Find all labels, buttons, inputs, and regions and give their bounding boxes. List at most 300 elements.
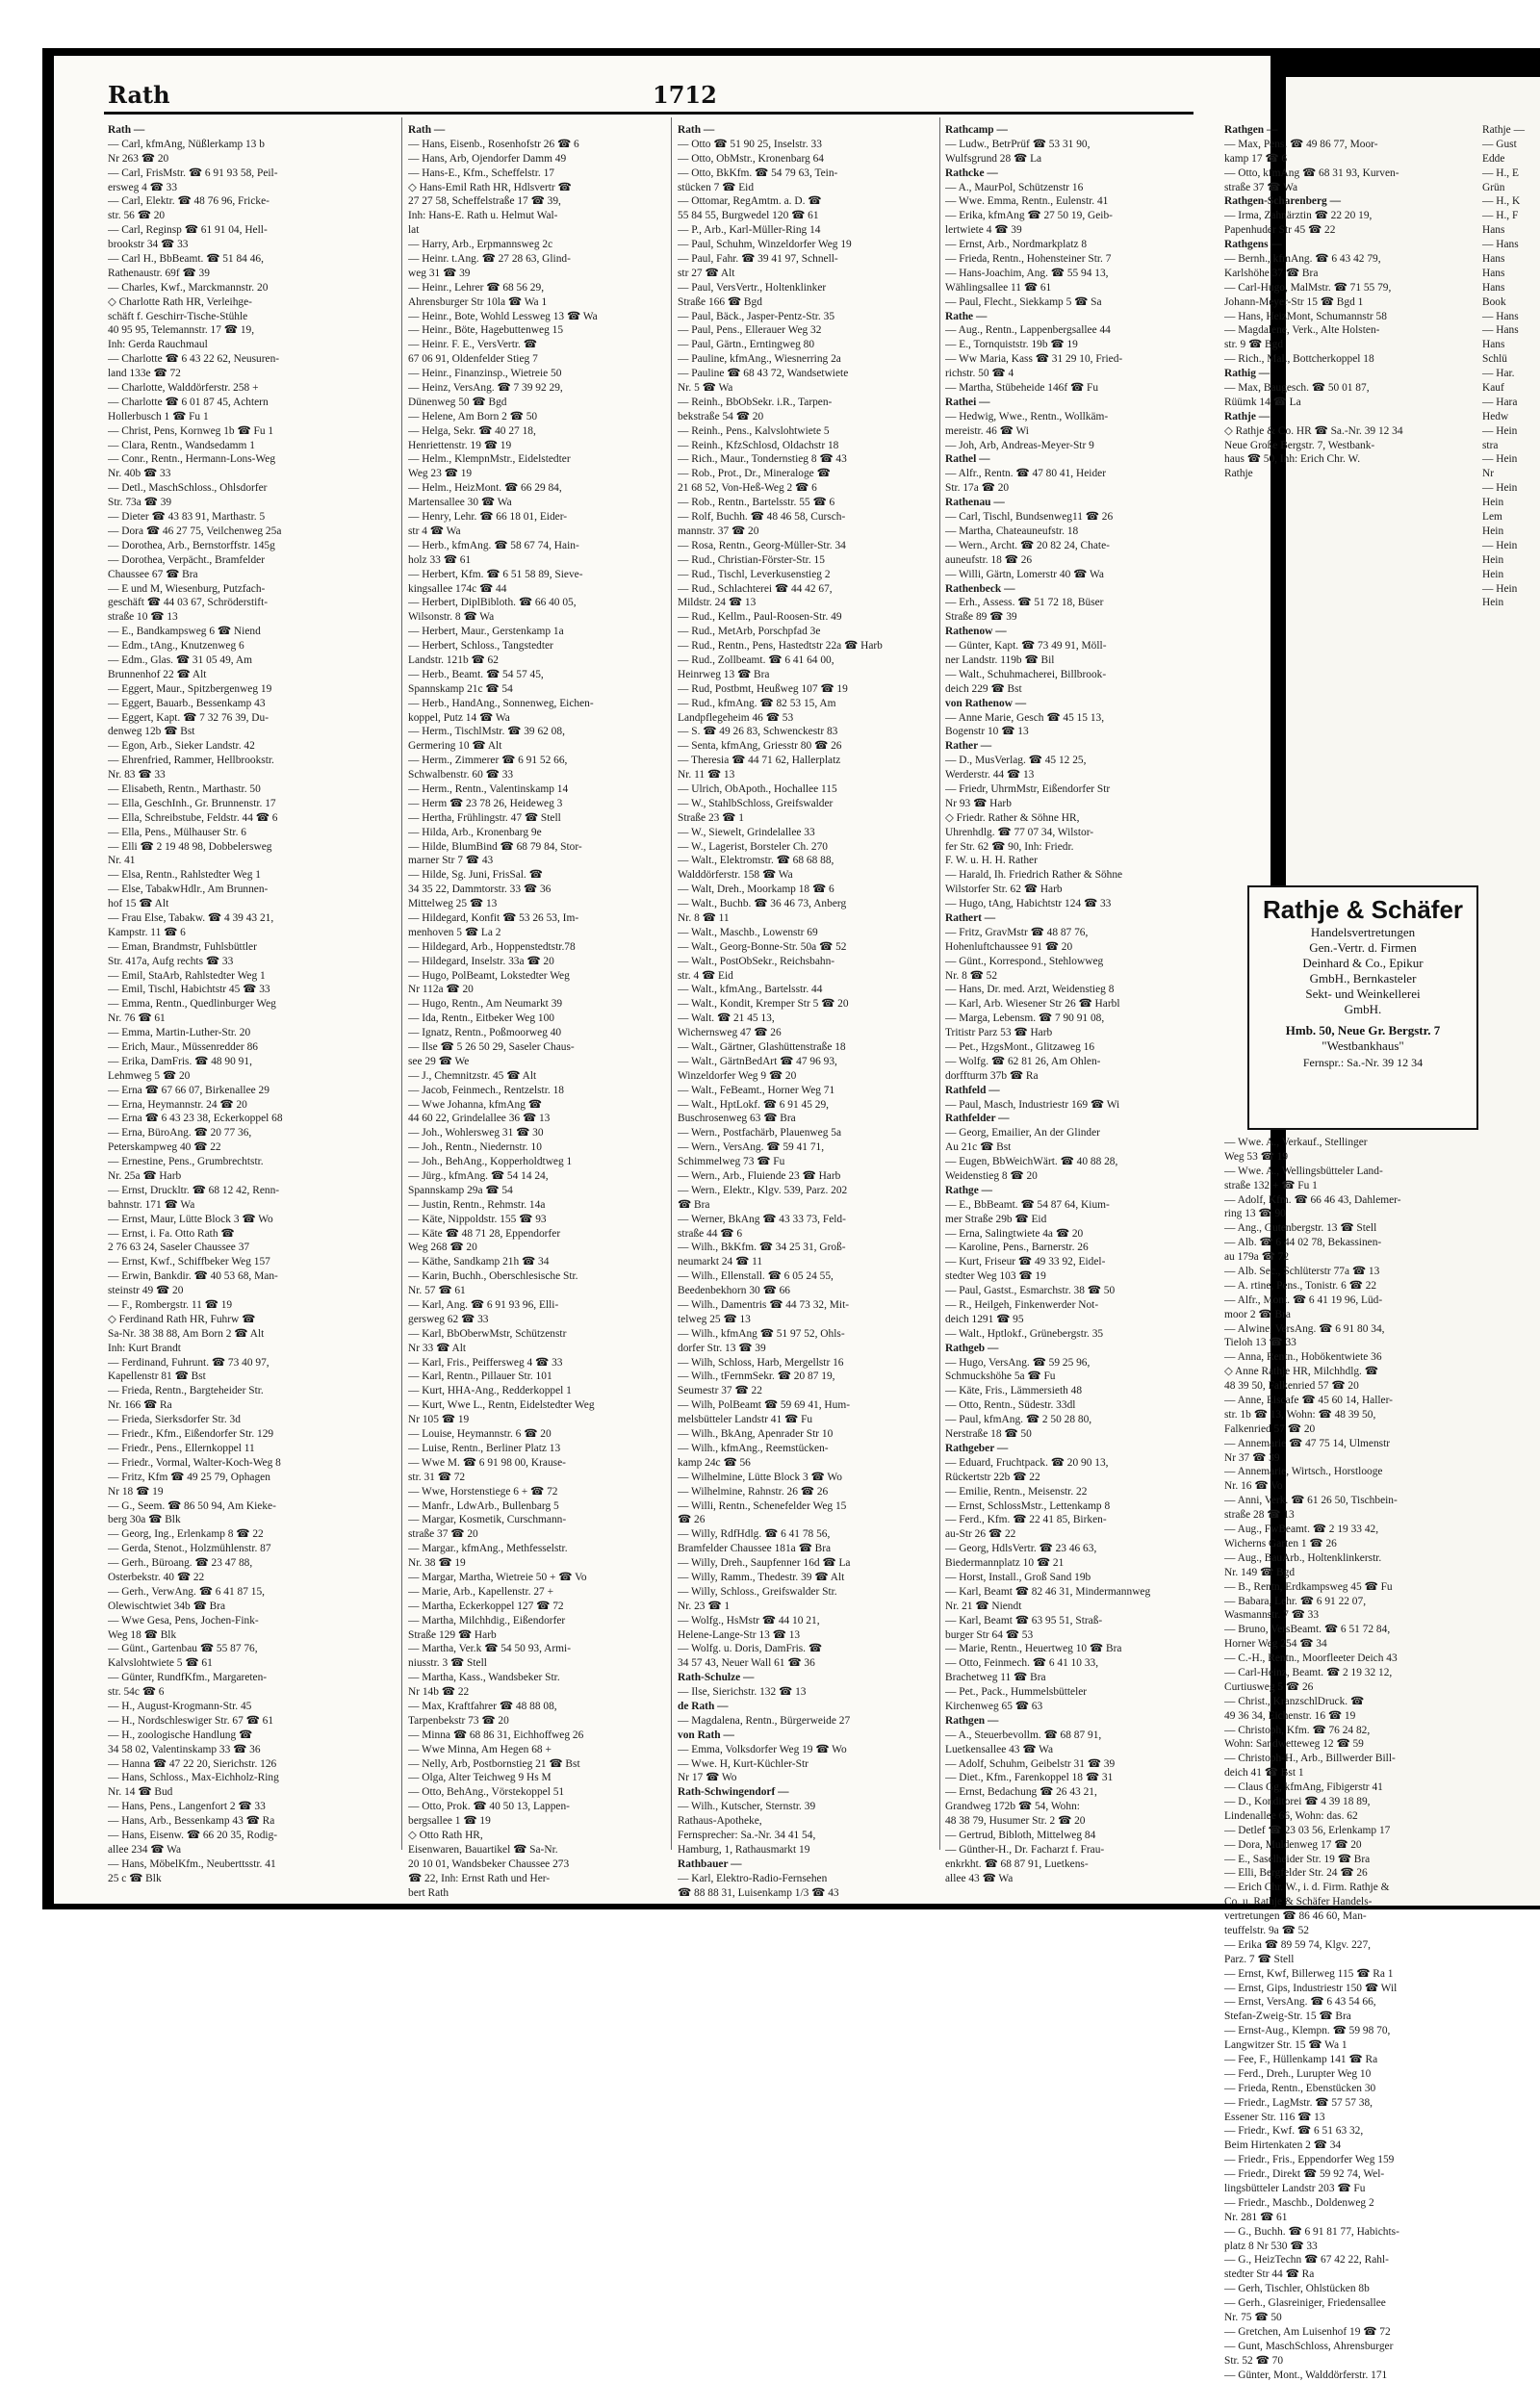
directory-entry-line: str. 4 ☎ Eid	[678, 969, 733, 982]
directory-entry-line: — R., Heilgeh, Finkenwerder Not-	[945, 1299, 1099, 1312]
page-number: 1712	[653, 81, 717, 109]
directory-entry-line: — Christ, Pens, Kornweg 1b ☎ Fu 1	[108, 424, 274, 437]
directory-entry-line: ◇ Ferdinand Rath HR, Fuhrw ☎	[108, 1313, 256, 1325]
directory-entry-line: — Friedr., Kwf. ☎ 6 51 63 32,	[1224, 2125, 1364, 2138]
directory-entry-line: — Ernst, Maur, Lütte Block 3 ☎ Wo	[108, 1213, 273, 1225]
directory-entry-line: — Adolf, Kfm. ☎ 66 46 43, Dahlemer-	[1224, 1193, 1401, 1206]
directory-entry-line: 25 c ☎ Blk	[108, 1872, 162, 1884]
directory-entry-line: Papenhuder Str 45 ☎ 22	[1224, 224, 1336, 237]
directory-entry-line: Rathig —	[1224, 368, 1270, 380]
directory-entry-line: — H., zoologische Handlung ☎	[108, 1729, 253, 1741]
directory-entry-line: — Walt., Elektromstr. ☎ 68 68 88,	[678, 855, 834, 867]
directory-entry-line: str 4 ☎ Wa	[408, 525, 461, 537]
directory-entry-line: — Max, Pens. ☎ 49 86 77, Moor-	[1224, 138, 1378, 150]
directory-entry-line: — Henry, Lehr. ☎ 66 18 01, Eider-	[408, 511, 568, 524]
directory-entry-line: Wilstorfer Str. 62 ☎ Harb	[945, 884, 1063, 896]
directory-entry-line: Sa-Nr. 38 38 88, Am Born 2 ☎ Alt	[108, 1327, 265, 1340]
directory-entry-line: — Ernst, Kwf, Billerweg 115 ☎ Ra 1	[1224, 1967, 1394, 1980]
directory-entry-line: — Dorothea, Arb., Bernstorffstr. 145g	[108, 539, 275, 551]
directory-entry-line: Rathje	[1224, 468, 1253, 480]
directory-entry-line: Rathgeb —	[945, 1342, 999, 1354]
directory-entry-line: str. 1b ☎ 13, Wohn: ☎ 48 39 50,	[1224, 1408, 1376, 1421]
ad-body	[1249, 925, 1476, 1017]
directory-entry-line: — Carl H., BbBeamt. ☎ 51 84 46,	[108, 253, 264, 266]
directory-entry-line: — Dieter ☎ 43 83 91, Marthastr. 5	[108, 511, 266, 524]
directory-entry-line: stra	[1482, 439, 1499, 451]
directory-entry-line: — Ferd., Dreh., Lurupter Weg 10	[1224, 2067, 1372, 2080]
directory-entry-line: — Dora ☎ 46 27 75, Veilchenweg 25a	[108, 525, 282, 537]
directory-entry-line: — Claus Gg, kfmAng, Fibigerstr 41	[1224, 1781, 1383, 1794]
directory-entry-line: — Hans, Arb, Ojendorfer Damm 49	[408, 152, 567, 165]
directory-entry-line: — Herbert, Schloss., Tangstedter	[408, 640, 553, 653]
directory-entry-line: — Pauline, kfmAng., Wiesnerring 2a	[678, 353, 841, 366]
directory-entry-line: — Otto, Rentn., Südestr. 33dl	[945, 1399, 1076, 1412]
directory-entry-line: — Hans, Dr. med. Arzt, Weidenstieg 8	[945, 984, 1115, 996]
directory-entry-line: Rückertstr 22b ☎ 22	[945, 1471, 1040, 1483]
directory-entry-line: — Pauline ☎ 68 43 72, Wandsetwiete	[678, 368, 849, 380]
ad-title: Rathje & Schäfer	[1262, 895, 1464, 924]
directory-entry-line: — Eggert, Bauarb., Bessenkamp 43	[108, 697, 266, 709]
directory-entry-line: Rathenaustr. 69f ☎ 39	[108, 267, 210, 279]
directory-entry-line: Nr 18 ☎ 19	[108, 1485, 164, 1498]
directory-entry-line: Weidenstieg 8 ☎ 20	[945, 1170, 1038, 1183]
directory-entry-line: stedter Str 44 ☎ Ra	[1224, 2268, 1315, 2281]
directory-entry-line: Rathenow —	[945, 626, 1007, 638]
directory-entry-line: — Willi, Gärtn, Lomerstr 40 ☎ Wa	[945, 568, 1104, 580]
directory-entry-line: — Anni, Verk. ☎ 61 26 50, Tischbein-	[1224, 1495, 1398, 1507]
directory-entry-line: — Frieda, Rentn., Bargteheider Str.	[108, 1385, 264, 1397]
directory-entry-line: — Karl, Elektro-Radio-Fernsehen	[678, 1872, 828, 1884]
directory-entry-line: — Gerda, Stenot., Holzmühlenstr. 87	[108, 1543, 271, 1555]
directory-entry-line: — Paul, Fahr. ☎ 39 41 97, Schnell-	[678, 253, 838, 266]
directory-entry-line: Rathel —	[945, 453, 990, 466]
directory-entry-line: — Heinr. t.Ang. ☎ 27 28 63, Glind-	[408, 253, 571, 266]
directory-entry-line: Tarpenbekstr 73 ☎ 20	[408, 1714, 509, 1727]
directory-entry-line: — Rich., Mal., Bottcherkoppel 18	[1224, 353, 1374, 366]
directory-entry-line: stücken 7 ☎ Eid	[678, 181, 755, 193]
ad-line: Sekt- und Weinkellerei	[1305, 986, 1421, 1001]
directory-entry-line: str. 54c ☎ 6	[108, 1686, 165, 1699]
directory-entry-line: — Erh., Assess. ☎ 51 72 18, Büser	[945, 597, 1104, 609]
directory-entry-line: Hans	[1482, 281, 1505, 294]
directory-entry-line: Str. 73a ☎ 39	[108, 497, 172, 509]
ad-line: Deinhard & Co., Epikur	[1302, 956, 1424, 970]
directory-entry-line: — Jürg., kfmAng. ☎ 54 14 24,	[408, 1170, 549, 1183]
directory-entry-line: Hein	[1482, 525, 1504, 537]
directory-entry-line: kingsallee 174c ☎ 44	[408, 582, 507, 595]
directory-entry-line: — Wern., VersAng. ☎ 59 41 71,	[678, 1141, 825, 1154]
directory-entry-line: Rath —	[408, 124, 446, 136]
directory-entry-line: — Herb., HandAng., Sonnenweg, Eichen-	[408, 697, 594, 709]
directory-entry-line: 55 84 55, Burgwedel 120 ☎ 61	[678, 210, 819, 222]
directory-entry-line: lingsbütteler Landstr 203 ☎ Fu	[1224, 2183, 1366, 2195]
directory-entry-line: — Ulrich, ObApoth., Hochallee 115	[678, 782, 837, 795]
directory-entry-line: — Fritz, Kfm ☎ 49 25 79, Ophagen	[108, 1471, 270, 1483]
directory-entry-line: — Charlotte ☎ 6 01 87 45, Achtern	[108, 396, 269, 408]
directory-entry-line: Weg 23 ☎ 19	[408, 468, 473, 480]
directory-entry-line: — Herm., Zimmerer ☎ 6 91 52 66,	[408, 755, 568, 767]
directory-entry-line: — Wilh., Ellenstall. ☎ 6 05 24 55,	[678, 1270, 834, 1283]
directory-entry-line: geschäft ☎ 44 03 67, Schröderstift-	[108, 597, 269, 609]
directory-entry-line: — Ww Maria, Kass ☎ 31 29 10, Fried-	[945, 353, 1123, 366]
directory-entry-line: Nr 105 ☎ 19	[408, 1414, 470, 1426]
directory-entry-line: au 179a ☎ 72	[1224, 1251, 1290, 1264]
directory-entry-line: straße 28 ☎ 13	[1224, 1509, 1295, 1522]
directory-entry-line: Hedw	[1482, 410, 1509, 423]
directory-entry-line: Hans	[1482, 339, 1505, 351]
directory-entry-line: — Elli, Bergfelder Str. 24 ☎ 26	[1224, 1867, 1368, 1880]
directory-entry-line: Wohn: Sandwetteweg 12 ☎ 59	[1224, 1738, 1364, 1751]
directory-entry-line: steinstr 49 ☎ 20	[108, 1285, 184, 1297]
directory-entry-line: — S. ☎ 49 26 83, Schwenckestr 83	[678, 726, 838, 738]
directory-entry-line: Nr 263 ☎ 20	[108, 152, 169, 165]
directory-entry-line: — Detl., MaschSchloss., Ohlsdorfer	[108, 482, 268, 495]
directory-entry-line: 34 35 22, Dammtorstr. 33 ☎ 36	[408, 884, 552, 896]
directory-entry-line: Nr 93 ☎ Harb	[945, 797, 1012, 809]
directory-entry-line: — Anna, Rentn., Hobökentwiete 36	[1224, 1351, 1382, 1364]
directory-entry-line: — Max, Baugesch. ☎ 50 01 87,	[1224, 382, 1370, 395]
directory-entry-line: — Clara, Rentn., Wandsedamm 1	[108, 439, 255, 451]
directory-entry-line: Schimmelweg 73 ☎ Fu	[678, 1156, 785, 1168]
directory-entry-line: — Edm., Glas. ☎ 31 05 49, Am	[108, 653, 252, 666]
directory-entry-line: Wilsonstr. 8 ☎ Wa	[408, 611, 495, 624]
directory-entry-line: Hans	[1482, 253, 1505, 266]
directory-entry-line: — Georg, HdlsVertr. ☎ 23 46 63,	[945, 1543, 1097, 1555]
directory-entry-line: — Herb., kfmAng. ☎ 58 67 74, Hain-	[408, 539, 579, 551]
directory-entry-line: Beim Hirtenkaten 2 ☎ 34	[1224, 2139, 1342, 2152]
directory-entry-line: — Heinr., Lehrer ☎ 68 56 29,	[408, 281, 545, 294]
directory-entry-line: Hans	[1482, 267, 1505, 279]
right-column-top	[1224, 123, 1478, 481]
directory-entry-line: allee 234 ☎ Wa	[108, 1843, 182, 1856]
directory-entry-line: — Alfr., Mont. ☎ 6 41 19 96, Lüd-	[1224, 1293, 1383, 1306]
directory-entry-line: — Hans	[1482, 310, 1519, 322]
directory-entry-line: — Wolfg. u. Doris, DamFris. ☎	[678, 1643, 823, 1655]
directory-entry-line: — Jacob, Feinmech., Rentzelstr. 18	[408, 1084, 564, 1096]
directory-entry-line: Hein	[1482, 553, 1504, 566]
directory-entry-line: — Wilh, Schloss, Harb, Mergellstr 16	[678, 1356, 844, 1369]
directory-entry-line: — Martha, Milchhdig., Eißendorfer	[408, 1614, 566, 1626]
directory-entry-line: — Hans, Schloss., Max-Eichholz-Ring	[108, 1772, 279, 1784]
directory-entry-line: bekstraße 54 ☎ 20	[678, 410, 764, 423]
directory-entry-line: ☎ 88 88 31, Luisenkamp 1/3 ☎ 43	[678, 1886, 839, 1899]
directory-entry-line: hof 15 ☎ Alt	[108, 898, 169, 910]
directory-entry-line: — Otto, kfmAng ☎ 68 31 93, Kurven-	[1224, 166, 1399, 179]
directory-entry-line: Kampstr. 11 ☎ 6	[108, 926, 186, 938]
directory-entry-line: — Herm ☎ 23 78 26, Heideweg 3	[408, 797, 563, 809]
directory-entry-line: — Hans, Pens., Langenfort 2 ☎ 33	[108, 1801, 266, 1813]
directory-entry-line: Rathenbeck —	[945, 582, 1015, 595]
directory-entry-line: Hein	[1482, 568, 1504, 580]
directory-entry-line: Essener Str. 116 ☎ 13	[1224, 2111, 1325, 2123]
directory-entry-line: — Ilse, Sierichstr. 132 ☎ 13	[678, 1686, 807, 1699]
directory-entry-line: berg 30a ☎ Blk	[108, 1514, 181, 1526]
directory-entry-line: — Minna ☎ 68 86 31, Eichhoffweg 26	[408, 1729, 584, 1741]
directory-entry-line: — Otto, Feinmech. ☎ 6 41 10 33,	[945, 1657, 1099, 1670]
directory-entry-line: — Reinh., KfzSchlosd, Oldachstr 18	[678, 439, 839, 451]
directory-entry-line: — Otto ☎ 51 90 25, Inselstr. 33	[678, 138, 822, 150]
directory-entry-line: Rüümk 14 ☎ La	[1224, 396, 1301, 408]
directory-entry-line: Rathgen-Scharenberg —	[1224, 195, 1341, 208]
directory-entry-line: — Justin, Rentn., Rehmstr. 14a	[408, 1198, 546, 1211]
directory-entry-line: — Karoline, Pens., Barnerstr. 26	[945, 1242, 1089, 1254]
directory-entry-line: Wulfsgrund 28 ☎ La	[945, 152, 1042, 165]
directory-entry-line: denweg 12b ☎ Bst	[108, 726, 195, 738]
directory-entry-line: Tieloh 13 ☎ 33	[1224, 1337, 1296, 1349]
directory-entry-line: — Horst, Install., Groß Sand 19b	[945, 1571, 1091, 1583]
directory-entry-line: Nr. 38 ☎ 19	[408, 1557, 466, 1570]
directory-entry-line: — Hedwig, Wwe., Rentn., Wollkäm-	[945, 410, 1109, 423]
directory-entry-line: — Irma, Zahnärztin ☎ 22 20 19,	[1224, 210, 1373, 222]
directory-entry-line: Rathbauer —	[678, 1857, 742, 1870]
directory-entry-line: — Erwin, Bankdir. ☎ 40 53 68, Man-	[108, 1270, 278, 1283]
directory-entry-line: Chaussee 67 ☎ Bra	[108, 568, 198, 580]
directory-entry-line: — Wern., Arb., Fluiende 23 ☎ Harb	[678, 1170, 841, 1183]
directory-entry-line: kamp 17 ☎ 6	[1224, 152, 1288, 165]
directory-entry-line: — Aug., FwBeamt. ☎ 2 19 33 42,	[1224, 1524, 1379, 1536]
directory-entry-line: — Otto, ObMstr., Kronenbarg 64	[678, 152, 824, 165]
directory-entry-line: — Günt., Korrespond., Stehlowweg	[945, 955, 1104, 967]
directory-entry-line: — Harald, Ih. Friedrich Rather & Söhne	[945, 869, 1123, 882]
directory-entry-line: Landpflegeheim 46 ☎ 53	[678, 711, 794, 724]
header-rule	[104, 112, 1194, 115]
directory-entry-line: — Marie, Rentn., Heuertweg 10 ☎ Bra	[945, 1643, 1122, 1655]
directory-entry-line: — Bernh., kfmAng. ☎ 6 43 42 79,	[1224, 253, 1381, 266]
directory-entry-line: — B., Rentn, Erdkampsweg 45 ☎ Fu	[1224, 1580, 1393, 1593]
directory-entry-line: — Ernestine, Pens., Grumbrechtstr.	[108, 1156, 264, 1168]
directory-entry-line: — Martha, Eckerkoppel 127 ☎ 72	[408, 1600, 564, 1612]
directory-entry-line: — Ernst, Bedachung ☎ 26 43 21,	[945, 1786, 1097, 1799]
directory-entry-line: Nr. 57 ☎ 61	[408, 1285, 466, 1297]
directory-entry-line: Rath-Schulze —	[678, 1672, 755, 1684]
directory-entry-line: — Friedr., Direkt ☎ 59 92 74, Wel-	[1224, 2168, 1385, 2181]
directory-entry-line: — Paul, Gastst., Esmarchstr. 38 ☎ 50	[945, 1285, 1116, 1297]
directory-entry-line: — Christoph-H., Arb., Billwerder Bill-	[1224, 1753, 1396, 1765]
directory-entry-line: ersweg 4 ☎ 33	[108, 181, 178, 193]
directory-entry-line: Eisenwaren, Bauartikel ☎ Sa-Nr.	[408, 1843, 558, 1856]
directory-entry-line: — A., MaurPol, Schützenstr 16	[945, 181, 1084, 193]
ad-phone: Fernspr.: Sa.-Nr. 39 12 34	[1302, 1056, 1424, 1069]
directory-entry-line: — Ernst, SchlossMstr., Lettenkamp 8	[945, 1499, 1111, 1512]
directory-entry-line: — Wwe Johanna, kfmAng ☎	[408, 1098, 542, 1111]
directory-entry-line: Osterbekstr. 40 ☎ 22	[108, 1571, 205, 1583]
directory-entry-line: — Senta, kfmAng, Griesstr 80 ☎ 26	[678, 740, 842, 753]
directory-entry-line: Bramfelder Chaussee 181a ☎ Bra	[678, 1543, 832, 1555]
directory-entry-line: — Anne, Eiscafe ☎ 45 60 14, Haller-	[1224, 1395, 1393, 1407]
directory-entry-line: — Emma, Martin-Luther-Str. 20	[108, 1027, 251, 1039]
directory-entry-line: — Martha, Chateauneufstr. 18	[945, 525, 1079, 537]
directory-entry-line: Stefan-Zweig-Str. 15 ☎ Bra	[1224, 2011, 1351, 2023]
directory-entry-line: Schwalbenstr. 60 ☎ 33	[408, 769, 514, 781]
directory-entry-line: Nr. 23 ☎ 1	[678, 1600, 731, 1612]
directory-entry-line: — H., E	[1482, 166, 1519, 179]
directory-entry-line: Winzeldorfer Weg 9 ☎ 20	[678, 1069, 797, 1082]
directory-entry-line: — Eugen, BbWeichWärt. ☎ 40 88 28,	[945, 1156, 1118, 1168]
running-header: Rath	[108, 81, 170, 109]
directory-entry-line: Nr	[1482, 468, 1495, 480]
directory-entry-line: — Ella, Pens., Mülhauser Str. 6	[108, 826, 246, 838]
directory-entry-line: — Elsa, Rentn., Rahlstedter Weg 1	[108, 869, 261, 882]
directory-entry-line: Str. 52 ☎ 70	[1224, 2354, 1284, 2367]
directory-entry-line: — Willy, Schloss., Greifswalder Str.	[678, 1585, 837, 1598]
directory-entry-line: ◇ Charlotte Rath HR, Verleihge-	[108, 295, 252, 308]
directory-entry-line: — Joh., Wohlersweg 31 ☎ 30	[408, 1127, 544, 1140]
directory-entry-line: — Carl, Tischl, Bundsenweg11 ☎ 26	[945, 511, 1114, 524]
directory-entry-line: — Hara	[1482, 396, 1518, 408]
directory-entry-line: — Walt., Schuhmacherei, Billbrook-	[945, 668, 1107, 680]
directory-entry-line: Mittelweg 25 ☎ 13	[408, 898, 498, 910]
directory-entry-line: Walddörferstr. 158 ☎ Wa	[678, 869, 793, 882]
directory-entry-line: Werderstr. 44 ☎ 13	[945, 769, 1035, 781]
directory-entry-line: straße 44 ☎ 6	[678, 1227, 743, 1240]
directory-entry-line: — Ludw., BetrPrüf ☎ 53 31 90,	[945, 138, 1091, 150]
directory-entry-line: Heinrweg 13 ☎ Bra	[678, 668, 770, 680]
directory-entry-line: platz 8 Nr 530 ☎ 33	[1224, 2240, 1318, 2252]
directory-entry-line: — Marga, Lebensm. ☎ 7 90 91 08,	[945, 1012, 1105, 1025]
directory-entry-line: Au 21c ☎ Bst	[945, 1141, 1012, 1154]
directory-entry-line: str. 9 ☎ Bgd	[1224, 339, 1284, 351]
directory-entry-line: — Eggert, Kapt. ☎ 7 32 76 39, Du-	[108, 711, 269, 724]
directory-entry-line: Nr. 76 ☎ 61	[108, 1012, 166, 1025]
ad-address: Hmb. 50, Neue Gr. Bergstr. 7	[1285, 1023, 1441, 1037]
directory-entry-line: 34 57 43, Neuer Wall 61 ☎ 36	[678, 1657, 815, 1670]
directory-entry-line: — Willi, Rentn., Schenefelder Weg 15	[678, 1499, 847, 1512]
directory-entry-line: — Detlef ☎ 23 03 56, Erlenkamp 17	[1224, 1824, 1391, 1836]
advertisement-box	[1247, 885, 1478, 1130]
directory-entry-line: Uhrenhdlg. ☎ 77 07 34, Wilstor-	[945, 826, 1094, 838]
directory-entry-line: — Joh, Arb, Andreas-Meyer-Str 9	[945, 439, 1094, 451]
directory-entry-line: — Friedr., Maschb., Doldenweg 2	[1224, 2196, 1374, 2209]
directory-entry-line: — G., Buchh. ☎ 6 91 81 77, Habichts-	[1224, 2225, 1399, 2238]
directory-entry-line: straße 10 ☎ 13	[108, 611, 178, 624]
directory-entry-line: auneufstr. 18 ☎ 26	[945, 553, 1033, 566]
directory-entry-line: Weg 268 ☎ 20	[408, 1242, 477, 1254]
directory-entry-line: ◇ Otto Rath HR,	[408, 1829, 483, 1841]
directory-entry-line: — Max, Kraftfahrer ☎ 48 88 08,	[408, 1700, 557, 1712]
directory-entry-line: — Karl, Beamt ☎ 82 46 31, Mindermannweg	[945, 1585, 1151, 1598]
directory-entry-line: — Hildegard, Konfit ☎ 53 26 53, Im-	[408, 911, 579, 924]
directory-entry-line: Spannskamp 21c ☎ 54	[408, 682, 513, 695]
directory-entry-line: Rathgens —	[1224, 239, 1282, 251]
directory-entry-line: gersweg 62 ☎ 33	[408, 1313, 489, 1325]
directory-entry-line: — E., BbBeamt. ☎ 54 87 64, Kium-	[945, 1198, 1110, 1211]
directory-entry-line: — H., F	[1482, 210, 1519, 222]
directory-entry-line: — Gerh., VerwAng. ☎ 6 41 87 15,	[108, 1585, 265, 1598]
directory-entry-line: — Walt., Hptlokf., Grünebergstr. 35	[945, 1327, 1104, 1340]
directory-entry-line: — Joh., BehAng., Kopperholdtweg 1	[408, 1156, 573, 1168]
directory-entry-line: — Hilde, Sg. Juni, FrisSal. ☎	[408, 869, 543, 882]
directory-entry-line: Peterskampweg 40 ☎ 22	[108, 1141, 221, 1154]
directory-entry-line: — Paul, VersVertr., Holtenklinker	[678, 281, 827, 294]
directory-entry-line: — Ignatz, Rentn., Poßmoorweg 40	[408, 1027, 562, 1039]
directory-entry-line: — Ernst, VersAng. ☎ 6 43 54 66,	[1224, 1996, 1376, 2009]
column-divider	[671, 117, 672, 1850]
directory-entry-line: — Käte ☎ 48 71 28, Eppendorfer	[408, 1227, 561, 1240]
directory-entry-line: Rather —	[945, 740, 992, 753]
directory-entry-line: — Gunt, MaschSchloss, Ahrensburger	[1224, 2340, 1394, 2352]
directory-entry-line: 67 06 91, Oldenfelder Stieg 7	[408, 353, 538, 366]
directory-entry-line: — Heinr. F. E., VersVertr. ☎	[408, 339, 537, 351]
directory-entry-line: — Margar., kfmAng., Methfesselstr.	[408, 1543, 568, 1555]
directory-entry-line: Straße 129 ☎ Harb	[408, 1628, 497, 1641]
directory-entry-line: — Hein	[1482, 582, 1518, 595]
directory-entry-line: telweg 25 ☎ 13	[678, 1313, 751, 1325]
directory-entry-line: — Fritz, GravMstr ☎ 48 87 76,	[945, 926, 1089, 938]
directory-entry-line: — Herm., TischlMstr. ☎ 39 62 08,	[408, 726, 565, 738]
directory-entry-line: — Frau Else, Tabakw. ☎ 4 39 43 21,	[108, 911, 274, 924]
directory-entry-line: — Ilse ☎ 5 26 50 29, Saseler Chaus-	[408, 1041, 575, 1053]
directory-entry-line: — Ehrenfried, Rammer, Hellbrookstr.	[108, 755, 274, 767]
directory-entry-line: — Ernst, Gips, Industriestr 150 ☎ Wil	[1224, 1982, 1398, 1994]
directory-entry-line: Nr 14b ☎ 22	[408, 1686, 470, 1699]
directory-entry-line: — Herbert, Maur., Gerstenkamp 1a	[408, 626, 564, 638]
directory-entry-line: — Reinh., BbObSekr. i.R., Tarpen-	[678, 396, 833, 408]
directory-entry-line: Rathert —	[945, 911, 996, 924]
directory-entry-line: str. 56 ☎ 20	[108, 210, 166, 222]
directory-entry-line: — Gerh, Tischler, Ohlstücken 8b	[1224, 2283, 1370, 2295]
directory-entry-line: — Ida, Rentn., Eitbeker Weg 100	[408, 1012, 554, 1025]
directory-entry-line: — Dora, Muldenweg 17 ☎ 20	[1224, 1838, 1362, 1851]
directory-entry-line: — Ernst-Aug., Klempn. ☎ 59 98 70,	[1224, 2025, 1391, 2037]
directory-entry-line: Landstr. 121b ☎ 62	[408, 653, 499, 666]
directory-entry-line: — Heinr., Finanzinsp., Wietreie 50	[408, 368, 562, 380]
directory-entry-line: — Manfr., LdwArb., Bullenbarg 5	[408, 1499, 559, 1512]
directory-entry-line: Kirchenweg 65 ☎ 63	[945, 1700, 1043, 1712]
directory-entry-line: allee 43 ☎ Wa	[945, 1872, 1014, 1884]
directory-entry-line: — Helm., KlempnMstr., Eidelstedter	[408, 453, 571, 466]
directory-entry-line: Falkenried 57 ☎ 20	[1224, 1422, 1316, 1435]
directory-entry-line: — Heinr., Bote, Wohld Lessweg 13 ☎ Wa	[408, 310, 598, 322]
directory-entry-line: — Hans, Arb., Bessenkamp 43 ☎ Ra	[108, 1815, 275, 1828]
directory-entry-line: niusstr. 3 ☎ Stell	[408, 1657, 487, 1670]
directory-entry-line: — Eman, Brandmstr, Fuhlsbüttler	[108, 940, 257, 953]
directory-entry-line: — Theresia ☎ 44 71 62, Hallerplatz	[678, 755, 841, 767]
directory-entry-line: — Wwe Gesa, Pens, Jochen-Fink-	[108, 1614, 259, 1626]
directory-entry-line: Wasmannstr. 7 ☎ 33	[1224, 1609, 1320, 1622]
directory-entry-line: — D., Konditorei ☎ 4 39 18 89,	[1224, 1795, 1371, 1807]
directory-entry-line: — H., August-Krogmann-Str. 45	[108, 1700, 252, 1712]
directory-entry-line: — Paul, Bäck., Jasper-Pentz-Str. 35	[678, 310, 835, 322]
directory-entry-line: — Gretchen, Am Luisenhof 19 ☎ 72	[1224, 2325, 1391, 2338]
directory-entry-line: Rathcke —	[945, 166, 998, 179]
directory-entry-line: mereistr. 46 ☎ Wi	[945, 424, 1029, 437]
directory-entry-line: — Olga, Alter Teichweg 9 Hs M	[408, 1772, 552, 1784]
directory-entry-line: dorffturm 37b ☎ Ra	[945, 1069, 1039, 1082]
directory-entry-line: — Egon, Arb., Sieker Landstr. 42	[108, 740, 255, 753]
directory-entry-line: — Wilh., kfmAng., Reemstücken-	[678, 1442, 829, 1454]
directory-entry-line: Lindenallee 66, Wohn: das. 62	[1224, 1809, 1358, 1822]
directory-entry-line: — Georg, Ing., Erlenkamp 8 ☎ 22	[108, 1528, 264, 1541]
directory-entry-line: Seumestr 37 ☎ 22	[678, 1385, 762, 1397]
directory-entry-line: — Wilhelmine, Lütte Block 3 ☎ Wo	[678, 1471, 842, 1483]
directory-entry-line: — Otto, BkKfm. ☎ 54 79 63, Tein-	[678, 166, 838, 179]
directory-entry-line: — Rud, Postbmt, Heußweg 107 ☎ 19	[678, 682, 848, 695]
directory-entry-line: 34 58 02, Valentinskamp 33 ☎ 36	[108, 1743, 261, 1755]
directory-entry-line: Nr 37 ☎ 39	[1224, 1451, 1280, 1464]
directory-entry-line: — Karl, Arb. Wiesener Str 26 ☎ Harbl	[945, 998, 1120, 1011]
directory-entry-line: — Ernst, Arb., Nordmarkplatz 8	[945, 239, 1088, 251]
directory-entry-line: — Rolf, Buchh. ☎ 48 46 58, Cursch-	[678, 511, 846, 524]
directory-entry-line: — Erna, Heymannstr. 24 ☎ 20	[108, 1098, 247, 1111]
directory-entry-line: burger Str 64 ☎ 53	[945, 1628, 1034, 1641]
directory-entry-line: — Aug., Rentn., Lappenbergsallee 44	[945, 324, 1111, 337]
directory-entry-line: — Hein	[1482, 482, 1518, 495]
directory-entry-line: schäft f. Geschirr-Tische-Stühle	[108, 310, 248, 322]
directory-entry-line: 20 10 01, Wandsbeker Chaussee 273	[408, 1857, 570, 1870]
directory-entry-line: Rathenau —	[945, 497, 1005, 509]
directory-entry-line: — Otto, Prok. ☎ 40 50 13, Lappen-	[408, 1801, 570, 1813]
directory-entry-line: Hollerbusch 1 ☎ Fu 1	[108, 410, 209, 423]
